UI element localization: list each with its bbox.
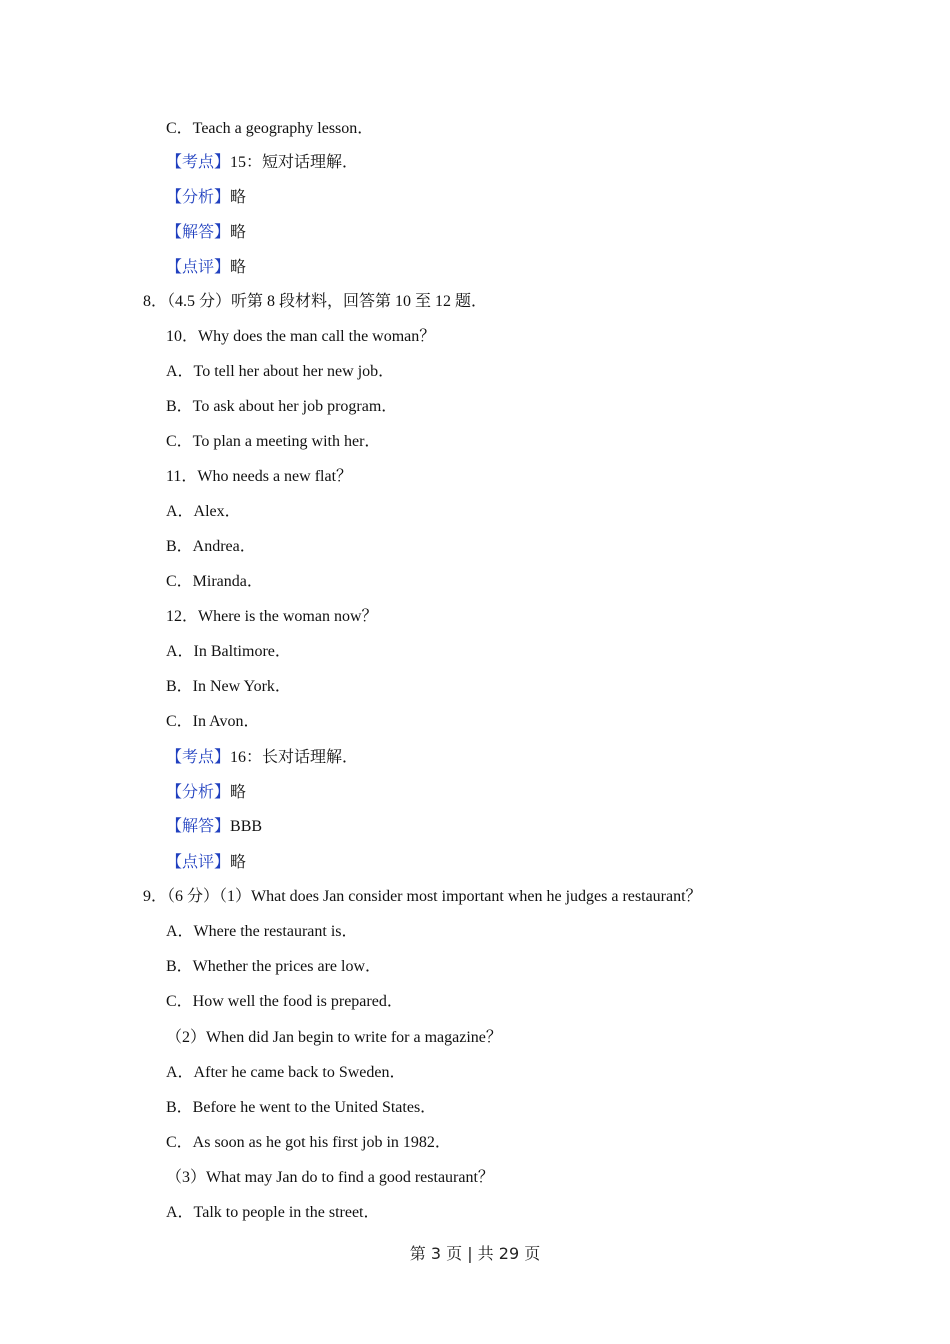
kaodian-tag: 【考点】 [166, 154, 231, 171]
q12-option-b: B．In New York． [166, 678, 291, 695]
q9-1-option-b: B．Whether the prices are low． [166, 958, 382, 975]
q11-question: 11．Who needs a new flat？ [166, 468, 353, 485]
q10-option-a: A．To tell her about her new job． [166, 363, 395, 380]
q10-question: 10．Why does the man call the woman？ [166, 328, 436, 345]
q11-option-c: C．Miranda． [166, 573, 263, 590]
q9-1-option-c: C．How well the food is prepared． [166, 993, 403, 1010]
jieda-tag: 【解答】 [166, 818, 231, 835]
q9-3-question: （3）What may Jan do to find a good restaurant？ [166, 1169, 494, 1186]
kaodian-text: 15：短对话理解． [230, 154, 359, 171]
q9-header: 9．（6 分）（1）What does Jan consider most important when he judges a restaurant？ [143, 888, 702, 905]
q7-option-c: C．Teach a geography lesson． [166, 120, 374, 137]
dianping-text: 略 [230, 854, 247, 871]
q12-option-c: C．In Avon． [166, 713, 260, 730]
q9-2-option-c: C．As soon as he got his first job in 1982． [166, 1134, 451, 1151]
q9-3-option-a: A．Talk to people in the street． [166, 1204, 380, 1221]
q7-jieda-line [166, 223, 246, 243]
page-footer: 第 3 页 | 共 29 页 [409, 1244, 541, 1263]
q8-jieda-line [166, 817, 262, 837]
q9-2-option-a: A．After he came back to Sweden． [166, 1064, 406, 1081]
jieda-text: 略 [230, 224, 247, 241]
fenxi-text: 略 [230, 784, 247, 801]
q7-dianping-line [166, 258, 246, 278]
kaodian-text: 16：长对话理解． [230, 749, 359, 766]
q8-kaodian-line [166, 748, 358, 768]
q8-dianping-line [166, 853, 246, 873]
jieda-text: BBB [230, 818, 263, 835]
q10-option-c: C．To plan a meeting with her． [166, 433, 381, 450]
q9-2-option-b: B．Before he went to the United States． [166, 1099, 437, 1116]
q7-kaodian-line [166, 153, 358, 173]
fenxi-tag: 【分析】 [166, 189, 231, 206]
fenxi-tag: 【分析】 [166, 784, 231, 801]
q7-fenxi-line [166, 188, 246, 208]
q9-2-question: （2）When did Jan begin to write for a magazine？ [166, 1029, 502, 1046]
fenxi-text: 略 [230, 189, 247, 206]
jieda-tag: 【解答】 [166, 224, 231, 241]
q12-question: 12．Where is the woman now？ [166, 608, 378, 625]
q11-option-b: B．Andrea． [166, 538, 256, 555]
q11-option-a: A．Alex． [166, 503, 241, 520]
q12-option-a: A．In Baltimore． [166, 643, 291, 660]
q9-1-option-a: A．Where the restaurant is． [166, 923, 358, 940]
dianping-text: 略 [230, 259, 247, 276]
kaodian-tag: 【考点】 [166, 749, 231, 766]
dianping-tag: 【点评】 [166, 854, 231, 871]
q8-header: 8．（4.5 分）听第 8 段材料，回答第 10 至 12 题． [143, 293, 488, 310]
q8-fenxi-line [166, 783, 246, 803]
dianping-tag: 【点评】 [166, 259, 231, 276]
q10-option-b: B．To ask about her job program． [166, 398, 398, 415]
